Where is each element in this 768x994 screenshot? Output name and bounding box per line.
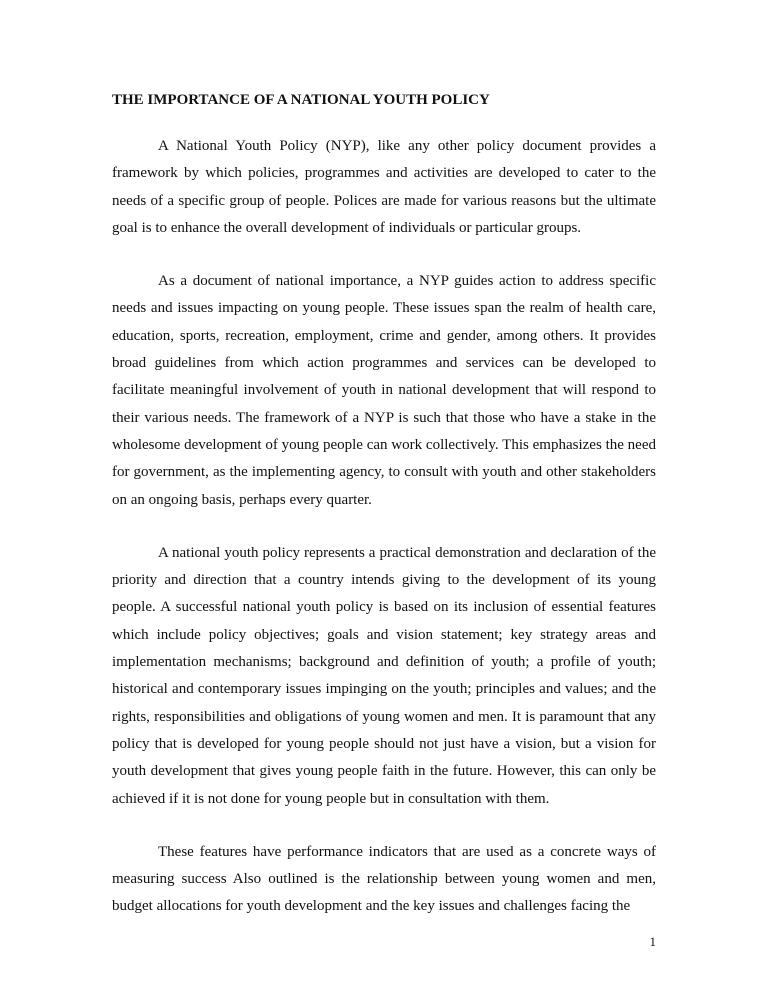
paragraph-1: A National Youth Policy (NYP), like any other policy document provides a framework by which policies, programmes and activities are developed to cater to the needs of a specific group of people. Polices are made for various reasons but the ultimate goal is to enhance the overall development of individuals or particular groups. (112, 138, 656, 236)
paragraph-3: A national youth policy represents a practical demonstration and declaration of the priority and direction that a country intends giving to the development of its young people. A successful national youth policy is based on its inclusion of essential features which include policy objectives; goals and vision statement; key strategy areas and implementation mechanisms; background and definition of youth; a profile of youth; historical and contemporary issues impinging on the youth; principles and values; and the rights, responsibilities and obligations of young women and men. It is paramount that any policy that is developed for young people should not just have a vision, but a vision for youth development that gives young people faith in the future. However, this can only be achieved if it is not done for young people but in consultation with them. (112, 544, 656, 807)
paragraph-4: These features have performance indicators that are used as a concrete ways of measuring success Also outlined is the relationship between young women and men, budget allocations for youth development and the key issues and challenges facing the (112, 843, 656, 915)
document-title: THE IMPORTANCE OF A NATIONAL YOUTH POLICY (112, 92, 490, 108)
page-number: 1 (649, 934, 656, 949)
document-body (112, 133, 656, 947)
paragraph-2: As a document of national importance, a NYP guides action to address specific needs and issues impacting on young people. These issues span the realm of health care, education, sports, recreation, employment, crime and gender, among others. It provides broad guidelines from which action programmes and services can be developed to facilitate meaningful involvement of youth in national development that will respond to their various needs. The framework of a NYP is such that those who have a stake in the wholesome development of young people can work collectively. This emphasizes the need for government, as the implementing agency, to consult with youth and other stakeholders on an ongoing basis, perhaps every quarter. (112, 273, 656, 508)
